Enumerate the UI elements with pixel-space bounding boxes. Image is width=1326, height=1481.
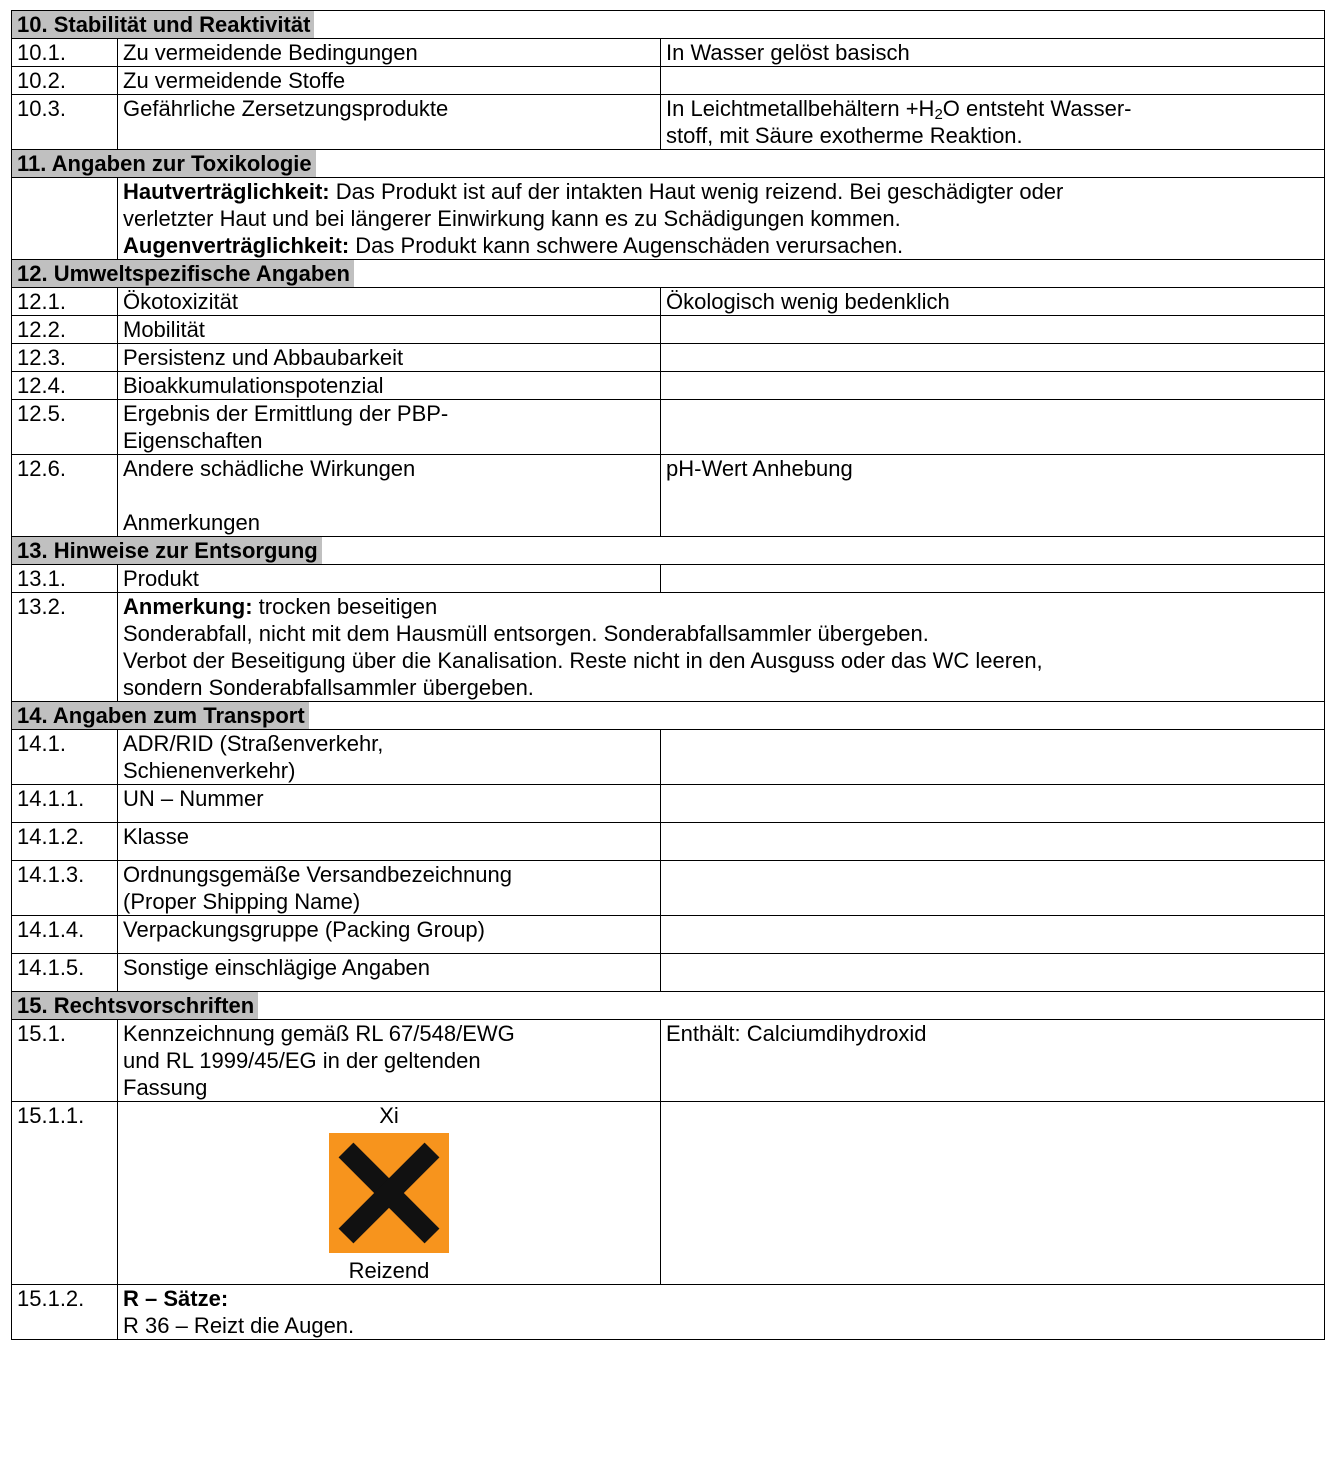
sds-table xyxy=(11,10,1325,1340)
row-number: 14.1.2. xyxy=(12,823,118,861)
table-row xyxy=(12,730,1325,785)
row-value xyxy=(661,1102,1325,1285)
row-number: 10.3. xyxy=(12,95,118,150)
row-label: Persistenz und Abbaubarkeit xyxy=(118,344,661,372)
row-label: Andere schädliche Wirkungen Anmerkungen xyxy=(118,455,661,537)
row-label: Sonstige einschlägige Angaben xyxy=(118,954,661,992)
row-label: Zu vermeidende Stoffe xyxy=(118,67,661,95)
row-label: Mobilität xyxy=(118,316,661,344)
row-number: 12.3. xyxy=(12,344,118,372)
row-label: Bioakkumulationspotenzial xyxy=(118,372,661,400)
row-label: Klasse xyxy=(118,823,661,861)
row-value xyxy=(661,861,1325,916)
disposal-text: Anmerkung: trocken beseitigen Sonderabfall, nicht mit dem Hausmüll entsorgen. Sonderabfallsammler übergeben. Verbot der Beseitigung über die Kanalisation. Reste nicht in den Ausguss oder das WC leeren, sondern Sonderabfallsammler übergeben. xyxy=(118,593,1325,702)
row-value: Enthält: Calciumdihydroxid xyxy=(661,1020,1325,1102)
row-value: In Wasser gelöst basisch xyxy=(661,39,1325,67)
row-value: pH-Wert Anhebung xyxy=(661,455,1325,537)
section-title: 12. Umweltspezifische Angaben xyxy=(12,260,354,287)
row-label: Kennzeichnung gemäß RL 67/548/EWG und RL 1999/45/EG in der geltenden Fassung xyxy=(118,1020,661,1102)
table-row xyxy=(12,916,1325,954)
row-number: 14.1. xyxy=(12,730,118,785)
section-15-header xyxy=(12,992,1325,1020)
section-title: 13. Hinweise zur Entsorgung xyxy=(12,537,322,564)
row-number: 13.2. xyxy=(12,593,118,702)
cross-hazard-icon xyxy=(329,1133,449,1253)
row-label: Gefährliche Zersetzungsprodukte xyxy=(118,95,661,150)
hazard-name: Reizend xyxy=(348,1258,430,1283)
safety-data-sheet xyxy=(11,10,1324,1340)
row-value xyxy=(661,400,1325,455)
row-number: 14.1.5. xyxy=(12,954,118,992)
table-row xyxy=(12,593,1325,702)
section-title: 10. Stabilität und Reaktivität xyxy=(12,11,314,38)
row-number: 12.4. xyxy=(12,372,118,400)
table-row xyxy=(12,372,1325,400)
section-title: 11. Angaben zur Toxikologie xyxy=(12,150,316,177)
hazard-symbol-cell xyxy=(118,1102,661,1285)
row-number: 15.1.1. xyxy=(12,1102,118,1285)
section-11-header xyxy=(12,150,1325,178)
row-label: Produkt xyxy=(118,565,661,593)
row-number: 12.2. xyxy=(12,316,118,344)
section-12-header xyxy=(12,260,1325,288)
table-row xyxy=(12,39,1325,67)
toxicology-text: Hautverträglichkeit: Das Produkt ist auf der intakten Haut wenig reizend. Bei geschädigter oder verletzter Haut und bei längerer Einwirkung kann es zu Schädigungen kommen. Augenverträglichkeit: Das Produkt kann schwere Augenschäden verursachen. xyxy=(118,178,1325,260)
row-label: Ordnungsgemäße Versandbezeichnung (Proper Shipping Name) xyxy=(118,861,661,916)
row-value xyxy=(661,730,1325,785)
row-value xyxy=(661,565,1325,593)
row-number: 15.1.2. xyxy=(12,1285,118,1340)
section-10-header xyxy=(12,11,1325,39)
row-value xyxy=(661,344,1325,372)
table-row xyxy=(12,954,1325,992)
table-row xyxy=(12,1102,1325,1285)
r-phrases: R – Sätze: R 36 – Reizt die Augen. xyxy=(118,1285,1325,1340)
row-number: 14.1.3. xyxy=(12,861,118,916)
row-number: 12.6. xyxy=(12,455,118,537)
section-title: 14. Angaben zum Transport xyxy=(12,702,309,729)
row-value xyxy=(661,785,1325,823)
row-number: 10.2. xyxy=(12,67,118,95)
table-row xyxy=(12,861,1325,916)
row-value xyxy=(661,954,1325,992)
table-row xyxy=(12,823,1325,861)
row-value xyxy=(661,372,1325,400)
table-row xyxy=(12,178,1325,260)
row-label: Zu vermeidende Bedingungen xyxy=(118,39,661,67)
row-number: 14.1.1. xyxy=(12,785,118,823)
row-number: 12.5. xyxy=(12,400,118,455)
row-label: Ökotoxizität xyxy=(118,288,661,316)
row-value xyxy=(661,916,1325,954)
table-row xyxy=(12,288,1325,316)
row-number: 12.1. xyxy=(12,288,118,316)
row-value xyxy=(661,67,1325,95)
row-value xyxy=(661,316,1325,344)
row-label: UN – Nummer xyxy=(118,785,661,823)
table-row xyxy=(12,565,1325,593)
row-number: 13.1. xyxy=(12,565,118,593)
section-14-header xyxy=(12,702,1325,730)
row-number: 14.1.4. xyxy=(12,916,118,954)
row-value: In Leichtmetallbehältern $+H_2O$ entsteht Wasser- stoff, mit Säure exotherme Reaktion. xyxy=(661,95,1325,150)
table-row xyxy=(12,95,1325,150)
row-number: 15.1. xyxy=(12,1020,118,1102)
table-row xyxy=(12,400,1325,455)
table-row xyxy=(12,1285,1325,1340)
section-title: 15. Rechtsvorschriften xyxy=(12,992,258,1019)
row-value: Ökologisch wenig bedenklich xyxy=(661,288,1325,316)
table-row xyxy=(12,455,1325,537)
table-row xyxy=(12,1020,1325,1102)
table-row xyxy=(12,316,1325,344)
table-row xyxy=(12,344,1325,372)
row-label: ADR/RID (Straßenverkehr, Schienenverkehr) xyxy=(118,730,661,785)
row-number xyxy=(12,178,118,260)
row-value xyxy=(661,823,1325,861)
section-13-header xyxy=(12,537,1325,565)
table-row xyxy=(12,67,1325,95)
table-row xyxy=(12,785,1325,823)
row-label: Verpackungsgruppe (Packing Group) xyxy=(118,916,661,954)
hazard-code: Xi xyxy=(379,1103,399,1128)
row-label: Ergebnis der Ermittlung der PBP- Eigenschaften xyxy=(118,400,661,455)
row-number: 10.1. xyxy=(12,39,118,67)
